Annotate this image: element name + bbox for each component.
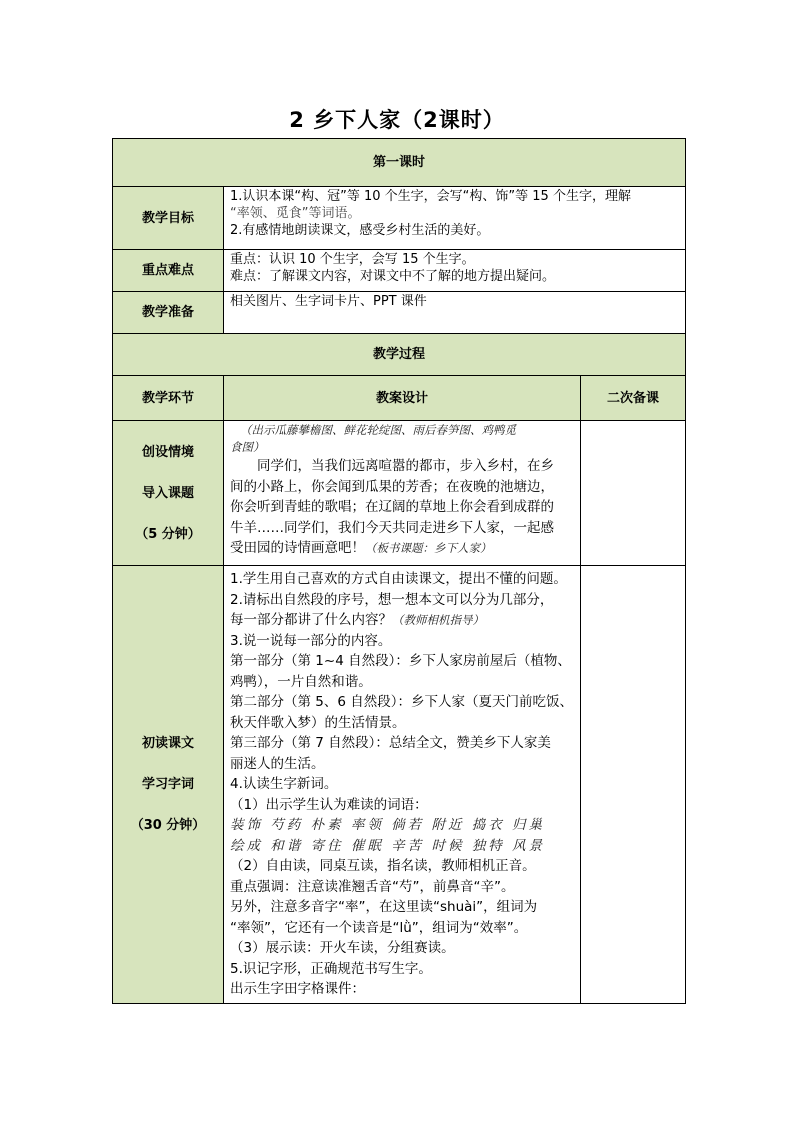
- column-header-design: 教案设计: [224, 376, 581, 421]
- goals-content: [224, 187, 686, 250]
- section-reading-duration: （30 分钟）: [130, 818, 206, 833]
- reading-line: 鸡鸭），一片自然和谐。: [230, 673, 372, 690]
- section-reading-label-line: 初读课文: [141, 736, 194, 751]
- word-list: 装饰 芍药 朴素 率领 倘若 附近 捣衣 归巢: [230, 817, 546, 833]
- intro-text-end: 受田园的诗情画意吧！: [230, 540, 365, 556]
- intro-text-line: 间的小路上，你会闻到瓜果的芳香；在夜晚的池塘边，: [230, 478, 554, 495]
- intro-text-line: 牛羊……同学们，我们今天共同走进乡下人家，一起感: [230, 519, 554, 536]
- column-header-revision: 二次备课: [581, 376, 686, 421]
- section-intro-label-line: 创设情境: [141, 444, 194, 460]
- reading-line: （2）自由读，同桌互读，指名读，教师相机正音。: [230, 858, 536, 874]
- word-list: 绘成 和谐 寄住 催眠 辛苦 时候 独特 风景: [230, 837, 546, 854]
- goals-line: 1.认识本课“构、冠”等 10 个生字，会写“构、饰”等 15 个生字，理解: [230, 189, 631, 204]
- reading-line: [230, 610, 574, 631]
- first-lesson-header: 第一课时: [113, 139, 686, 187]
- section-intro-row: [113, 421, 686, 566]
- section-intro-label-line: 导入课题: [141, 485, 194, 501]
- preparation-text: 相关图片、生字词卡片、PPT 课件: [230, 294, 427, 309]
- image-note: （出示瓜藤攀檐图、鲜花轮绽图、雨后春笋图、鸡鸭觅: [240, 423, 516, 437]
- reading-line: （3）展示读：开火车读，分组赛读。: [230, 940, 455, 956]
- section-intro-content: [224, 421, 581, 566]
- process-row: [113, 334, 686, 376]
- reading-line: 4.认读生字新词。: [230, 776, 338, 792]
- lesson-plan-table: [112, 138, 686, 1004]
- reading-line: 1.学生用自己喜欢的方式自由读课文，提出不懂的问题。: [230, 571, 567, 587]
- intro-text-line: 同学们，当我们远离喧嚣的都市，步入乡村，在乡: [257, 458, 554, 474]
- preparation-label: 教学准备: [113, 292, 224, 334]
- section-reading-revision: [581, 566, 686, 1004]
- reading-line: 第三部分（第 7 自然段）：总结全文，赞美乡下人家美: [230, 735, 551, 751]
- section-reading-label-line: 学习字词: [141, 777, 194, 792]
- key-point-line: 重点：认识 10 个生字，会写 15 个生字。: [230, 252, 475, 267]
- process-header: 教学过程: [113, 334, 686, 376]
- reading-line: 第一部分（第 1~4 自然段）：乡下人家房前屋后（植物、: [230, 653, 571, 669]
- reading-line: 第二部分（第 5、6 自然段）：乡下人家（夏天门前吃饭、: [230, 694, 574, 710]
- column-header-stage: 教学环节: [113, 376, 224, 421]
- reading-line: 5.识记字形，正确规范书写生字。: [230, 960, 432, 977]
- reading-line: 另外，注意多音字“率”，在这里读“shuài”，组词为: [230, 899, 538, 915]
- section-intro-revision: [581, 421, 686, 566]
- section-reading-row: [113, 566, 686, 1004]
- reading-line: 2.请标出自然段的序号，想一想本文可以分为几部分，: [230, 591, 554, 608]
- section-intro-label: [113, 421, 224, 566]
- section-intro-duration: （5 分钟）: [135, 526, 201, 542]
- intro-text-line: [230, 538, 574, 559]
- difficulty-line: 难点：了解课文内容，对课文中不了解的地方提出疑问。: [230, 269, 556, 284]
- key-points-content: [224, 250, 686, 292]
- reading-line: 出示生字田字格课件：: [230, 981, 365, 997]
- goals-label: 教学目标: [113, 187, 224, 250]
- image-note: 食图）: [230, 440, 265, 454]
- reading-line: 丽迷人的生活。: [230, 755, 325, 772]
- key-points-label: 重点难点: [113, 250, 224, 292]
- section-reading-label: [113, 566, 224, 1004]
- reading-line: 3.说一说每一部分的内容。: [230, 632, 392, 649]
- key-points-row: [113, 250, 686, 292]
- reading-line: （1）出示学生认为难读的词语：: [230, 796, 428, 813]
- column-header-row: [113, 376, 686, 421]
- reading-line: 秋天伴歌入梦）的生活情景。: [230, 714, 406, 731]
- intro-text-line: 你会听到青蛙的歌唱；在辽阔的草地上你会看到成群的: [230, 499, 554, 515]
- goals-line: “率领、觅食”等词语。: [230, 206, 361, 221]
- reading-line: “率领”，它还有一个读音是“lǜ”，组词为“效率”。: [230, 919, 528, 936]
- reading-line: 重点强调：注意读准翘舌音“芍”，前鼻音“辛”。: [230, 878, 515, 895]
- page-title: 2 乡下人家（2课时）: [289, 108, 505, 132]
- goals-row: [113, 187, 686, 250]
- preparation-row: [113, 292, 686, 334]
- goals-line: 2.有感情地朗读课文，感受乡村生活的美好。: [230, 223, 490, 238]
- reading-line-text: 每一部分都讲了什么内容？: [230, 612, 392, 628]
- board-title-note: （板书课题：乡下人家）: [365, 541, 492, 555]
- preparation-content: [224, 292, 686, 334]
- section-reading-content: [224, 566, 581, 1004]
- teacher-guide-note: （教师相机指导）: [392, 613, 484, 627]
- first-lesson-row: [113, 139, 686, 187]
